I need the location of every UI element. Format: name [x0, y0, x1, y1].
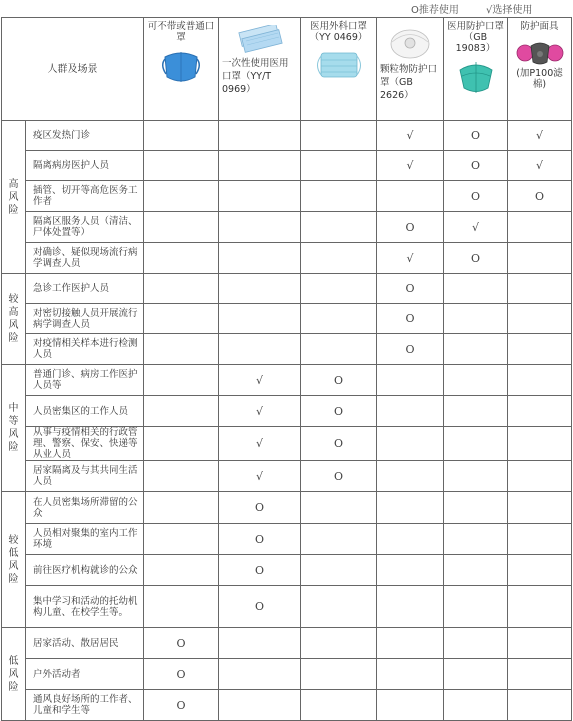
- scene-cell: 对确诊、疑似现场流行病学调查人员: [26, 243, 144, 274]
- header-col4: [377, 18, 444, 121]
- table-row: [2, 334, 572, 365]
- mark-cell: [508, 365, 572, 396]
- mark-cell: [144, 243, 219, 274]
- table-row: [2, 151, 572, 181]
- table-row: [2, 555, 572, 586]
- header-col1-label: 可不带或普通口罩: [147, 21, 215, 43]
- mark-cell: [444, 121, 508, 151]
- mark-cell: [301, 492, 377, 524]
- mark-cell: [144, 492, 219, 524]
- recommended-mark: O: [405, 220, 415, 234]
- scene-cell: 前往医疗机构就诊的公众: [26, 555, 144, 586]
- mark-cell: [444, 690, 508, 721]
- optional-mark: √: [406, 251, 414, 265]
- mark-cell: [219, 274, 301, 304]
- header-col5-label: 医用防护口罩（GB 19083）: [447, 21, 505, 54]
- recommended-mark: O: [405, 282, 415, 295]
- risk-level-label: 中等风险: [2, 365, 26, 492]
- table-row: [2, 212, 572, 243]
- optional-mark: √: [406, 159, 414, 172]
- mark-cell: [301, 121, 377, 151]
- header-col6-label: 防护面具: [520, 21, 559, 32]
- table-row: [2, 628, 572, 659]
- mark-cell: [144, 524, 219, 555]
- risk-level-label: 高风险: [2, 121, 26, 274]
- mark-cell: [508, 334, 572, 365]
- mark-cell: [301, 427, 377, 461]
- mark-cell: [377, 586, 444, 628]
- scene-cell: 人员相对聚集的室内工作环境: [26, 524, 144, 555]
- legend: [0, 1, 573, 17]
- scene-cell: 集中学习和活动的托幼机构儿童、在校学生等。: [26, 586, 144, 628]
- blue-cloth-mask-icon: [159, 47, 203, 87]
- mark-cell: [377, 121, 444, 151]
- recommended-mark: O: [176, 636, 186, 650]
- scene-cell: 对疫情相关样本进行检测人员: [26, 334, 144, 365]
- mask-recommendation-table: [1, 17, 572, 721]
- header-col2-label: 一次性使用医用口罩（YY/T 0969）: [222, 58, 289, 95]
- optional-mark: √: [471, 220, 479, 234]
- mark-cell: [377, 151, 444, 181]
- mark-cell: [377, 555, 444, 586]
- mark-cell: [219, 396, 301, 427]
- mark-cell: [508, 396, 572, 427]
- mark-cell: [144, 365, 219, 396]
- mark-cell: [444, 396, 508, 427]
- mark-cell: [377, 274, 444, 304]
- mark-cell: [219, 586, 301, 628]
- mark-cell: [377, 659, 444, 690]
- recommended-mark: O: [534, 189, 545, 203]
- mark-cell: [508, 690, 572, 721]
- table-row: [2, 524, 572, 555]
- header-col6-note: (加P100滤棉): [516, 68, 563, 90]
- recommended-mark: O: [470, 189, 481, 203]
- mark-cell: [377, 461, 444, 492]
- mark-cell: [377, 304, 444, 334]
- mark-cell: [444, 659, 508, 690]
- scene-cell: 隔离病房医护人员: [26, 151, 144, 181]
- mark-cell: [444, 555, 508, 586]
- optional-mark: √: [255, 404, 263, 418]
- mark-cell: [301, 243, 377, 274]
- mark-cell: [301, 524, 377, 555]
- mark-cell: [508, 461, 572, 492]
- mark-cell: [144, 334, 219, 365]
- table-row: [2, 586, 572, 628]
- mark-cell: [508, 555, 572, 586]
- risk-level-label: 低风险: [2, 628, 26, 721]
- mark-cell: [444, 212, 508, 243]
- mark-cell: [219, 212, 301, 243]
- mark-cell: [508, 524, 572, 555]
- mark-cell: [219, 659, 301, 690]
- mark-cell: [144, 396, 219, 427]
- white-particulate-respirator-icon: [385, 25, 435, 61]
- mark-cell: [301, 586, 377, 628]
- mark-cell: [508, 243, 572, 274]
- table-row: [2, 121, 572, 151]
- mark-cell: [219, 461, 301, 492]
- recommended-mark: O: [254, 600, 265, 613]
- mark-cell: [508, 274, 572, 304]
- mark-cell: [377, 334, 444, 365]
- mark-cell: [508, 492, 572, 524]
- mark-cell: [301, 396, 377, 427]
- optional-mark: √: [535, 159, 543, 172]
- optional-mark: √: [255, 373, 263, 387]
- table-row: [2, 181, 572, 212]
- mark-cell: [444, 461, 508, 492]
- mark-cell: [508, 212, 572, 243]
- mark-cell: [377, 690, 444, 721]
- mark-cell: [219, 555, 301, 586]
- optional-mark: √: [535, 129, 543, 142]
- mark-cell: [377, 365, 444, 396]
- mark-cell: [301, 461, 377, 492]
- legend-recommended: O推荐使用: [411, 5, 459, 16]
- risk-level-label: 较低风险: [2, 492, 26, 628]
- pink-full-respirator-icon: [515, 36, 565, 66]
- recommended-mark: O: [333, 373, 344, 387]
- mark-cell: [144, 690, 219, 721]
- mark-cell: [377, 243, 444, 274]
- recommended-mark: O: [254, 501, 265, 514]
- table-row: [2, 396, 572, 427]
- mark-cell: [219, 427, 301, 461]
- mark-cell: [144, 586, 219, 628]
- recommended-mark: O: [333, 469, 344, 483]
- mark-cell: [219, 628, 301, 659]
- mark-cell: [377, 181, 444, 212]
- mark-cell: [377, 396, 444, 427]
- scene-cell: 在人员密集场所滞留的公众: [26, 492, 144, 524]
- mark-cell: [444, 181, 508, 212]
- mark-cell: [444, 427, 508, 461]
- recommended-mark: O: [254, 563, 265, 577]
- header-people: 人群及场景: [2, 18, 144, 121]
- header-col2: [219, 18, 301, 121]
- mark-cell: [508, 151, 572, 181]
- mark-cell: [508, 121, 572, 151]
- header-col1: [144, 18, 219, 121]
- mark-cell: [508, 628, 572, 659]
- table-row: [2, 659, 572, 690]
- mark-cell: [377, 492, 444, 524]
- mark-cell: [444, 524, 508, 555]
- scene-cell: 居家隔离及与其共同生活人员: [26, 461, 144, 492]
- header-col6: [508, 18, 572, 121]
- recommended-mark: O: [333, 404, 344, 418]
- mark-cell: [144, 555, 219, 586]
- recommended-mark: O: [176, 667, 186, 681]
- mark-cell: [219, 181, 301, 212]
- header-row: [2, 18, 572, 121]
- mark-cell: [508, 304, 572, 334]
- mark-cell: [301, 334, 377, 365]
- mark-cell: [144, 427, 219, 461]
- mark-cell: [144, 151, 219, 181]
- mark-cell: [219, 121, 301, 151]
- mark-cell: [444, 365, 508, 396]
- scene-cell: 对密切接触人员开展流行病学调查人员: [26, 304, 144, 334]
- mark-cell: [144, 461, 219, 492]
- scene-cell: 隔离区服务人员（清洁、尸体处置等）: [26, 212, 144, 243]
- recommended-mark: O: [254, 532, 265, 546]
- recommended-mark: O: [470, 129, 481, 142]
- mark-cell: [377, 212, 444, 243]
- table-row: [2, 365, 572, 396]
- mark-cell: [144, 274, 219, 304]
- mark-cell: [444, 628, 508, 659]
- mark-cell: [219, 492, 301, 524]
- mark-cell: [301, 555, 377, 586]
- mark-cell: [219, 365, 301, 396]
- scene-cell: 插管、切开等高危医务工作者: [26, 181, 144, 212]
- scene-cell: 从事与疫情相关的行政管理、警察、保安、快递等从业人员: [26, 427, 144, 461]
- mark-cell: [301, 181, 377, 212]
- mark-cell: [219, 243, 301, 274]
- mark-cell: [219, 304, 301, 334]
- scene-cell: 人员密集区的工作人员: [26, 396, 144, 427]
- mark-cell: [508, 181, 572, 212]
- table-row: [2, 304, 572, 334]
- mark-cell: [219, 334, 301, 365]
- risk-level-label: 较高风险: [2, 274, 26, 365]
- mark-cell: [219, 524, 301, 555]
- optional-mark: √: [406, 129, 414, 142]
- optional-mark: √: [255, 437, 263, 450]
- mark-cell: [219, 151, 301, 181]
- table-row: [2, 427, 572, 461]
- mark-cell: [301, 659, 377, 690]
- recommended-mark: O: [405, 342, 415, 356]
- table-row: [2, 690, 572, 721]
- scene-cell: 普通门诊、病房工作医护人员等: [26, 365, 144, 396]
- disposable-medical-mask-stack-icon: [234, 25, 286, 55]
- mark-cell: [144, 659, 219, 690]
- mark-cell: [219, 690, 301, 721]
- header-col5: [444, 18, 508, 121]
- optional-mark: √: [255, 469, 263, 483]
- mark-cell: [144, 304, 219, 334]
- scene-cell: 急诊工作医护人员: [26, 274, 144, 304]
- mark-cell: [377, 427, 444, 461]
- mark-cell: [444, 304, 508, 334]
- mark-cell: [301, 690, 377, 721]
- table-row: [2, 243, 572, 274]
- mark-cell: [301, 628, 377, 659]
- mark-cell: [444, 274, 508, 304]
- scene-cell: 疫区发热门诊: [26, 121, 144, 151]
- mark-cell: [301, 212, 377, 243]
- recommended-mark: O: [470, 159, 481, 172]
- mark-cell: [444, 334, 508, 365]
- recommended-mark: O: [405, 312, 415, 325]
- recommended-mark: O: [470, 251, 481, 265]
- header-col3: [301, 18, 377, 121]
- mark-cell: [444, 151, 508, 181]
- recommended-mark: O: [176, 698, 186, 712]
- mark-cell: [377, 524, 444, 555]
- teal-n95-respirator-icon: [452, 58, 500, 96]
- recommended-mark: O: [333, 437, 344, 450]
- table-row: [2, 274, 572, 304]
- mark-cell: [508, 586, 572, 628]
- header-col4-label: 颗粒物防护口罩（GB 2626）: [380, 64, 438, 101]
- mark-cell: [508, 659, 572, 690]
- mark-cell: [144, 181, 219, 212]
- mark-cell: [444, 243, 508, 274]
- mark-cell: [377, 628, 444, 659]
- mark-cell: [144, 212, 219, 243]
- legend-optional: √选择使用: [486, 5, 533, 16]
- mark-cell: [444, 492, 508, 524]
- header-col3-label: 医用外科口罩（YY 0469）: [309, 21, 368, 43]
- mark-cell: [301, 304, 377, 334]
- surgical-mask-icon: [313, 47, 365, 85]
- table-row: [2, 492, 572, 524]
- mark-cell: [301, 274, 377, 304]
- mark-cell: [301, 151, 377, 181]
- scene-cell: 通风良好场所的工作者、儿童和学生等: [26, 690, 144, 721]
- scene-cell: 居家活动、散居居民: [26, 628, 144, 659]
- mark-cell: [301, 365, 377, 396]
- mark-cell: [508, 427, 572, 461]
- mark-cell: [444, 586, 508, 628]
- mark-cell: [144, 628, 219, 659]
- mark-cell: [144, 121, 219, 151]
- scene-cell: 户外活动者: [26, 659, 144, 690]
- table-row: [2, 461, 572, 492]
